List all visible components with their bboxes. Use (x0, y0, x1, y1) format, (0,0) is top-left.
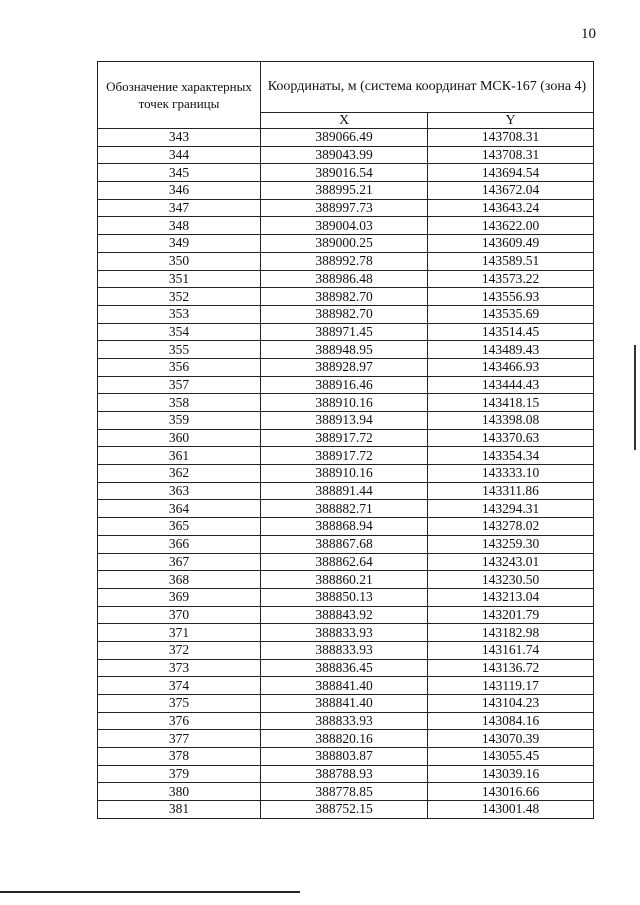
x-coordinate-cell: 388867.68 (261, 535, 428, 553)
point-number-cell: 360 (98, 429, 261, 447)
point-number-cell: 365 (98, 518, 261, 536)
table-row (98, 783, 594, 801)
x-coordinate-cell: 389004.03 (261, 217, 428, 235)
y-coordinate-cell: 143039.16 (428, 765, 594, 783)
x-coordinate-cell: 388928.97 (261, 358, 428, 376)
table-row (98, 341, 594, 359)
y-coordinate-cell: 143201.79 (428, 606, 594, 624)
point-number-cell: 368 (98, 571, 261, 589)
table-row (98, 252, 594, 270)
point-number-cell: 371 (98, 624, 261, 642)
x-coordinate-cell: 388752.15 (261, 801, 428, 819)
table-row (98, 695, 594, 713)
table-row (98, 323, 594, 341)
y-coordinate-cell: 143672.04 (428, 182, 594, 200)
y-coordinate-cell: 143259.30 (428, 535, 594, 553)
table-body (98, 129, 594, 819)
x-coordinate-cell: 388917.72 (261, 429, 428, 447)
table-row (98, 146, 594, 164)
table-row (98, 465, 594, 483)
margin-mark (634, 345, 636, 450)
y-coordinate-cell: 143161.74 (428, 641, 594, 659)
x-coordinate-cell: 388992.78 (261, 252, 428, 270)
table-row (98, 412, 594, 430)
table-row (98, 447, 594, 465)
y-coordinate-cell: 143055.45 (428, 748, 594, 766)
y-coordinate-cell: 143104.23 (428, 695, 594, 713)
table-row (98, 553, 594, 571)
coordinates-table (97, 61, 594, 819)
x-coordinate-cell: 389016.54 (261, 164, 428, 182)
table-row (98, 376, 594, 394)
x-coordinate-cell: 388862.64 (261, 553, 428, 571)
point-number-cell: 381 (98, 801, 261, 819)
point-number-cell: 369 (98, 588, 261, 606)
y-coordinate-cell: 143243.01 (428, 553, 594, 571)
point-number-cell: 361 (98, 447, 261, 465)
y-column-header: Y (428, 113, 594, 129)
x-coordinate-cell: 388778.85 (261, 783, 428, 801)
point-number-cell: 379 (98, 765, 261, 783)
y-coordinate-cell: 143119.17 (428, 677, 594, 695)
point-number-cell: 377 (98, 730, 261, 748)
point-number-cell: 364 (98, 500, 261, 518)
y-coordinate-cell: 143370.63 (428, 429, 594, 447)
y-coordinate-cell: 143182.98 (428, 624, 594, 642)
x-coordinate-cell: 388820.16 (261, 730, 428, 748)
point-number-cell: 374 (98, 677, 261, 695)
point-designation-header: Обозначение характерных точек границы (98, 62, 261, 129)
y-coordinate-cell: 143489.43 (428, 341, 594, 359)
y-coordinate-cell: 143556.93 (428, 288, 594, 306)
x-coordinate-cell: 388833.93 (261, 712, 428, 730)
table-row (98, 164, 594, 182)
y-coordinate-cell: 143514.45 (428, 323, 594, 341)
point-number-cell: 358 (98, 394, 261, 412)
y-coordinate-cell: 143213.04 (428, 588, 594, 606)
x-coordinate-cell: 388843.92 (261, 606, 428, 624)
table-row (98, 235, 594, 253)
point-number-cell: 363 (98, 482, 261, 500)
table-row (98, 641, 594, 659)
y-coordinate-cell: 143354.34 (428, 447, 594, 465)
x-coordinate-cell: 388995.21 (261, 182, 428, 200)
x-coordinate-cell: 388910.16 (261, 465, 428, 483)
x-coordinate-cell: 388982.70 (261, 305, 428, 323)
point-number-cell: 375 (98, 695, 261, 713)
y-coordinate-cell: 143466.93 (428, 358, 594, 376)
table-row (98, 677, 594, 695)
point-number-cell: 378 (98, 748, 261, 766)
point-number-cell: 357 (98, 376, 261, 394)
x-coordinate-cell: 388836.45 (261, 659, 428, 677)
table-row (98, 712, 594, 730)
x-coordinate-cell: 389043.99 (261, 146, 428, 164)
table-row (98, 500, 594, 518)
y-coordinate-cell: 143016.66 (428, 783, 594, 801)
x-coordinate-cell: 388833.93 (261, 624, 428, 642)
point-number-cell: 366 (98, 535, 261, 553)
x-coordinate-cell: 388910.16 (261, 394, 428, 412)
table-row (98, 518, 594, 536)
point-number-cell: 349 (98, 235, 261, 253)
point-number-cell: 347 (98, 199, 261, 217)
y-coordinate-cell: 143070.39 (428, 730, 594, 748)
point-number-cell: 343 (98, 129, 261, 147)
table-row (98, 765, 594, 783)
table-row (98, 217, 594, 235)
table-row (98, 182, 594, 200)
x-coordinate-cell: 388841.40 (261, 677, 428, 695)
coordinates-header: Координаты, м (система координат МСК-167 (зона 4) (261, 62, 594, 113)
point-number-cell: 372 (98, 641, 261, 659)
page-number: 10 (581, 26, 596, 42)
y-coordinate-cell: 143573.22 (428, 270, 594, 288)
x-coordinate-cell: 388982.70 (261, 288, 428, 306)
point-number-cell: 345 (98, 164, 261, 182)
point-number-cell: 355 (98, 341, 261, 359)
x-coordinate-cell: 389000.25 (261, 235, 428, 253)
y-coordinate-cell: 143694.54 (428, 164, 594, 182)
x-coordinate-cell: 388882.71 (261, 500, 428, 518)
y-coordinate-cell: 143278.02 (428, 518, 594, 536)
table-row (98, 358, 594, 376)
y-coordinate-cell: 143622.00 (428, 217, 594, 235)
x-coordinate-cell: 388860.21 (261, 571, 428, 589)
table-row (98, 606, 594, 624)
table-row (98, 588, 594, 606)
point-number-cell: 351 (98, 270, 261, 288)
x-coordinate-cell: 388913.94 (261, 412, 428, 430)
y-coordinate-cell: 143333.10 (428, 465, 594, 483)
y-coordinate-cell: 143398.08 (428, 412, 594, 430)
y-coordinate-cell: 143294.31 (428, 500, 594, 518)
table-row (98, 659, 594, 677)
y-coordinate-cell: 143230.50 (428, 571, 594, 589)
point-number-cell: 359 (98, 412, 261, 430)
x-coordinate-cell: 388788.93 (261, 765, 428, 783)
point-number-cell: 350 (98, 252, 261, 270)
x-coordinate-cell: 388803.87 (261, 748, 428, 766)
point-number-cell: 376 (98, 712, 261, 730)
point-number-cell: 352 (98, 288, 261, 306)
table-row (98, 624, 594, 642)
y-coordinate-cell: 143708.31 (428, 129, 594, 147)
x-coordinate-cell: 388971.45 (261, 323, 428, 341)
y-coordinate-cell: 143589.51 (428, 252, 594, 270)
point-number-cell: 348 (98, 217, 261, 235)
table-row (98, 129, 594, 147)
x-coordinate-cell: 388917.72 (261, 447, 428, 465)
point-number-cell: 362 (98, 465, 261, 483)
x-coordinate-cell: 388841.40 (261, 695, 428, 713)
table-header (98, 62, 594, 129)
x-coordinate-cell: 388868.94 (261, 518, 428, 536)
table-row (98, 305, 594, 323)
y-coordinate-cell: 143311.86 (428, 482, 594, 500)
x-coordinate-cell: 388916.46 (261, 376, 428, 394)
point-number-cell: 353 (98, 305, 261, 323)
y-coordinate-cell: 143418.15 (428, 394, 594, 412)
point-number-cell: 346 (98, 182, 261, 200)
x-coordinate-cell: 388986.48 (261, 270, 428, 288)
y-coordinate-cell: 143001.48 (428, 801, 594, 819)
y-coordinate-cell: 143136.72 (428, 659, 594, 677)
point-number-cell: 380 (98, 783, 261, 801)
table-row (98, 270, 594, 288)
y-coordinate-cell: 143643.24 (428, 199, 594, 217)
table-row (98, 288, 594, 306)
table-row (98, 748, 594, 766)
y-coordinate-cell: 143535.69 (428, 305, 594, 323)
table-row (98, 394, 594, 412)
y-coordinate-cell: 143708.31 (428, 146, 594, 164)
y-coordinate-cell: 143084.16 (428, 712, 594, 730)
table-row (98, 571, 594, 589)
x-coordinate-cell: 388833.93 (261, 641, 428, 659)
table-row (98, 429, 594, 447)
y-coordinate-cell: 143444.43 (428, 376, 594, 394)
table-row (98, 199, 594, 217)
x-coordinate-cell: 388948.95 (261, 341, 428, 359)
x-coordinate-cell: 389066.49 (261, 129, 428, 147)
point-number-cell: 344 (98, 146, 261, 164)
table-row (98, 730, 594, 748)
x-coordinate-cell: 388850.13 (261, 588, 428, 606)
x-coordinate-cell: 388997.73 (261, 199, 428, 217)
x-column-header: X (261, 113, 428, 129)
point-number-cell: 356 (98, 358, 261, 376)
table-row (98, 535, 594, 553)
y-coordinate-cell: 143609.49 (428, 235, 594, 253)
point-number-cell: 370 (98, 606, 261, 624)
table-row (98, 801, 594, 819)
x-coordinate-cell: 388891.44 (261, 482, 428, 500)
point-number-cell: 354 (98, 323, 261, 341)
table-row (98, 482, 594, 500)
point-number-cell: 367 (98, 553, 261, 571)
footnote-separator (0, 891, 300, 893)
point-number-cell: 373 (98, 659, 261, 677)
